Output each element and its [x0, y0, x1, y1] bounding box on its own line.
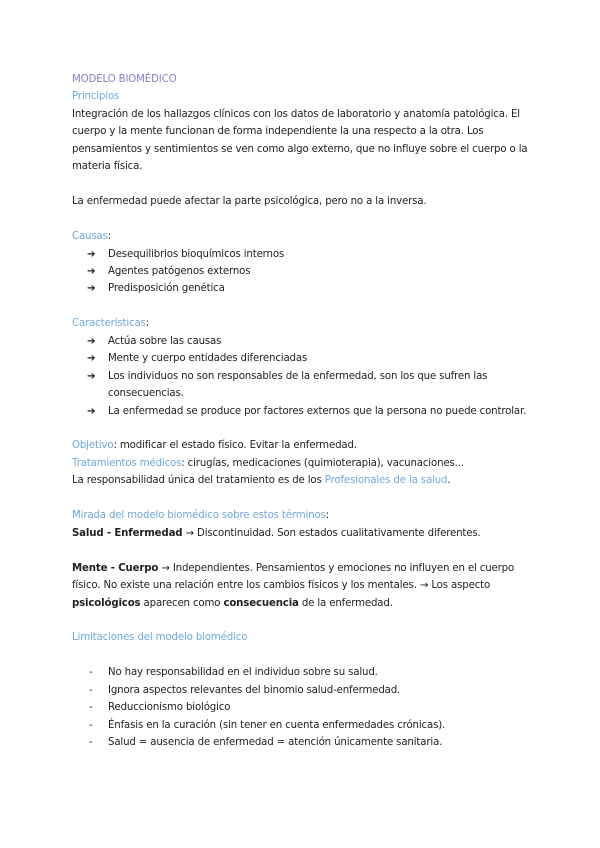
list-item	[72, 682, 540, 699]
responsabilidad-text: La responsabilidad única del tratamiento es de los	[72, 475, 325, 487]
bold-term: consecuencia	[223, 597, 299, 609]
paragraph-line: pensamientos y sentimientos se ven como algo externo, que no influye sobre el cuerpo o la	[72, 143, 528, 155]
tratamientos-line	[72, 455, 540, 472]
dash-bullet-icon: -	[89, 737, 93, 749]
mirada-heading: Mirada del modelo biomédico sobre estos términos:	[72, 510, 330, 522]
caracteristicas-list	[72, 333, 540, 420]
list-item-text: Ignora aspectos relevantes del binomio salud-enfermedad.	[108, 684, 401, 696]
list-item-text: consecuencias.	[108, 388, 184, 400]
mente-line-2: físico. No existe una relación entre los cambios físicos y los mentales. → Los aspecto	[72, 580, 491, 592]
list-item	[72, 664, 540, 681]
salud-term: Salud - Enfermedad	[72, 527, 183, 539]
list-item-text: Actúa sobre las causas	[108, 335, 222, 347]
profesionales-link: Profesionales de la salud	[324, 475, 448, 487]
arrow-bullet-icon: ➔	[87, 265, 96, 277]
causas-list	[72, 246, 540, 298]
dash-bullet-icon: -	[89, 702, 93, 714]
mente-term: Mente - Cuerpo	[72, 562, 159, 574]
list-item	[72, 717, 540, 734]
mente-line	[72, 560, 540, 577]
list-item-text: Desequilibrios bioquímicos internos	[108, 248, 285, 260]
list-item-text: La enfermedad se produce por factores externos que la persona no puede controlar.	[108, 405, 527, 417]
mente-line-3	[72, 595, 540, 612]
list-item-text: Reduccionismo biológico	[108, 702, 231, 714]
list-item-text: No hay responsabilidad en el individuo sobre su salud.	[108, 667, 378, 679]
arrow-bullet-icon: ➔	[87, 405, 96, 417]
dash-bullet-icon: -	[89, 667, 93, 679]
responsabilidad-line	[72, 472, 540, 489]
paragraph-line: Integración de los hallazgos clínicos con los datos de laboratorio y anatomía patológica. El	[72, 108, 520, 120]
objetivo-label: Objetivo	[72, 440, 114, 452]
text: de la enfermedad.	[298, 597, 393, 609]
limitaciones-heading: Limitaciones del modelo biomédico	[72, 632, 248, 644]
list-item-text: Los individuos no son responsables de la enfermedad, son los que sufren las	[108, 370, 488, 382]
list-item	[72, 350, 540, 367]
arrow-bullet-icon: ➔	[87, 353, 96, 365]
paragraph-line: materia física.	[72, 161, 143, 173]
list-item-text: Salud = ausencia de enfermedad = atención únicamente sanitaria.	[108, 737, 443, 749]
causas-label: Causas	[72, 231, 108, 243]
mirada-label: Mirada del modelo biomédico sobre estos términos	[72, 510, 326, 522]
list-item	[72, 263, 540, 280]
bold-term: psicológicos	[72, 597, 141, 609]
salud-line	[72, 525, 540, 542]
list-item-text: Énfasis en la curación (sin tener en cuenta enfermedades crónicas).	[108, 719, 446, 731]
arrow-bullet-icon: ➔	[87, 370, 96, 382]
document-title: MODELO BIOMÉDICO	[72, 74, 177, 85]
list-item	[72, 280, 540, 297]
arrow-bullet-icon: ➔	[87, 283, 96, 295]
caracteristicas-label: Características	[72, 318, 146, 330]
salud-text: → Discontinuidad. Son estados cualitativamente diferentes.	[182, 527, 481, 539]
list-item	[72, 403, 540, 420]
mente-text: → Independientes. Pensamientos y emociones no influyen en el cuerpo	[158, 562, 515, 574]
text: aparecen como	[140, 597, 224, 609]
caracteristicas-heading: Características:	[72, 318, 150, 330]
dash-bullet-icon: -	[89, 719, 93, 731]
causas-heading: Causas:	[72, 231, 112, 243]
list-item-text: Mente y cuerpo entidades diferenciadas	[108, 353, 308, 365]
arrow-bullet-icon: ➔	[87, 248, 96, 260]
arrow-bullet-icon: ➔	[87, 335, 96, 347]
objetivo-line	[72, 437, 540, 454]
paragraph-line: cuerpo y la mente funcionan de forma independiente la una respecto a la otra. Los	[72, 126, 484, 138]
tratamientos-label: Tratamientos médicos	[72, 457, 182, 469]
list-item	[72, 734, 540, 751]
list-item-text: Agentes patógenos externos	[108, 265, 251, 277]
dash-bullet-icon: -	[89, 684, 93, 696]
list-item	[72, 246, 540, 263]
list-item-text: Predisposición genética	[108, 283, 225, 295]
principios-note: La enfermedad puede afectar la parte psicológica, pero no a la inversa.	[72, 196, 427, 208]
period: .	[447, 475, 451, 487]
principios-heading: Principios	[72, 91, 120, 103]
objetivo-text: : modificar el estado físico. Evitar la enfermedad.	[113, 440, 357, 452]
tratamientos-text: : cirugías, medicaciones (quimioterapia), vacunaciones...	[181, 457, 464, 469]
list-item	[72, 699, 540, 716]
list-item	[72, 333, 540, 350]
list-item	[72, 368, 540, 403]
limitaciones-list	[72, 664, 540, 751]
